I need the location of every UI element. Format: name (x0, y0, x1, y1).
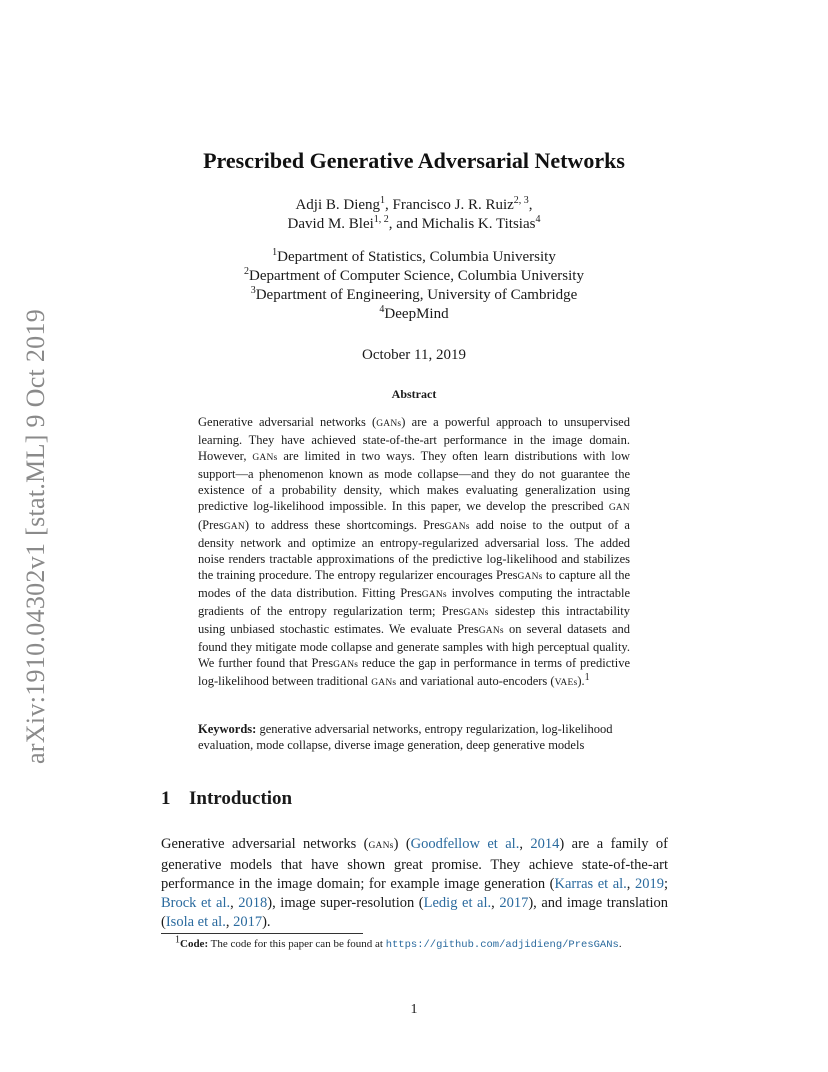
author-name: Adji B. Dieng (295, 197, 381, 213)
intro-paragraph: Generative adversarial networks (GANs) (Goodfellow et al., 2014) are a family of generative models that have shown great promise. They achieve state-of-the-art performance in the image domain; for example image generation (Karras et al., 2019; Brock et al., 2018), image super-resolution (Ledig et al., 2017), and image translation (Isola et al., 2017). (161, 836, 669, 930)
section-title: Introduction (189, 788, 293, 809)
affiliation: $^1$Department of Statistics, Columbia University (272, 247, 556, 265)
author-name: , and Michalis K. Titsias (388, 216, 536, 232)
page-number: 1 (410, 1002, 418, 1017)
paper-title: Prescribed Generative Adversarial Networks (203, 148, 625, 173)
author-sep: , (528, 197, 533, 213)
code-url-link[interactable]: https://github.com/adjidieng/PresGANs (385, 939, 619, 951)
affiliation: $^2$Department of Computer Science, Columbia University (244, 266, 584, 284)
footnote-label: Code: (180, 938, 209, 950)
citation-link[interactable]: Ledig et al. (423, 895, 492, 911)
citation-year-link[interactable]: 2017 (233, 914, 263, 930)
citation-link[interactable]: Karras et al. (554, 876, 627, 892)
citation-year-link[interactable]: 2019 (634, 876, 664, 892)
footnote-text: The code for this paper can be found at (208, 938, 386, 950)
footnote-number: 1 (175, 934, 180, 946)
citation-link[interactable]: Goodfellow et al. (410, 836, 520, 852)
abstract-heading: Abstract (391, 387, 437, 401)
author-affil-mark: 2, 3 (513, 195, 529, 206)
abstract-body: Generative adversarial networks (GANs) are a powerful approach to unsupervised learning. They have achieved state-of-the-art performance in the image domain. However, GANs are limited in two ways. They often learn distributions with low support—a phenomenon known as mode collapse—and they do not guarantee the existence of a probability density, which makes evaluating generalization using predictive log-likelihood impossible. In this paper, we develop the prescribed GAN (PresGAN) to address these shortcomings. PresGANs add noise to the output of a density network and optimize an entropy-regularized adversarial loss. The added noise renders tractable approximations of the predictive log-likelihood and stabilizes the training procedure. The entropy regularizer encourages PresGANs to capture all the modes of the data distribution. Fitting PresGANs involves computing the intractable gradients of the entropy regularization term; PresGANs sidestep this intractability using unbiased stochastic estimates. We evaluate PresGANs on several datasets and found they mitigate mode collapse and generate samples with high perceptual quality. We further found that PresGANs reduce the gap in performance in terms of predictive log-likelihood between traditional GANs and variational auto-encoders (VAEs).$^1$ (198, 415, 631, 689)
citation-year-link[interactable]: 2018 (238, 895, 268, 911)
author-name: David M. Blei (287, 216, 374, 232)
citation-link[interactable]: Brock et al. (161, 895, 231, 911)
footnote: $^1$Code: The code for this paper can be found at https://github.com/adjidieng/PresGANs. (175, 934, 622, 951)
paper-date: October 11, 2019 (361, 347, 466, 363)
citation-year-link[interactable]: 2017 (499, 895, 529, 911)
section-number: 1 (161, 788, 171, 809)
author-affil-mark: 1 (380, 195, 386, 206)
section-heading (161, 788, 292, 810)
affiliation: $^3$Department of Engineering, University of Cambridge (250, 285, 578, 303)
keywords-label: Keywords: (198, 722, 257, 736)
keywords-text: generative adversarial networks, entropy regularization, log-likelihood evaluation, mode collapse, diverse image generation, deep generative models (198, 722, 613, 752)
arxiv-identifier: arXiv:1910.04302v1 [stat.ML] 9 Oct 2019 (21, 308, 50, 764)
footnote-divider (161, 933, 363, 934)
footnote-mark[interactable]: 1 (584, 672, 590, 684)
author-affil-mark: 4 (535, 214, 541, 225)
keywords (198, 721, 648, 753)
author-name: , Francisco J. R. Ruiz (385, 197, 514, 213)
author-list (0, 196, 828, 234)
author-affil-mark: 1, 2 (373, 214, 389, 225)
citation-link[interactable]: Isola et al. (165, 914, 226, 930)
citation-year-link[interactable]: 2014 (530, 836, 560, 852)
affiliation-list (0, 248, 828, 324)
affiliation: $^4$DeepMind (379, 304, 449, 322)
